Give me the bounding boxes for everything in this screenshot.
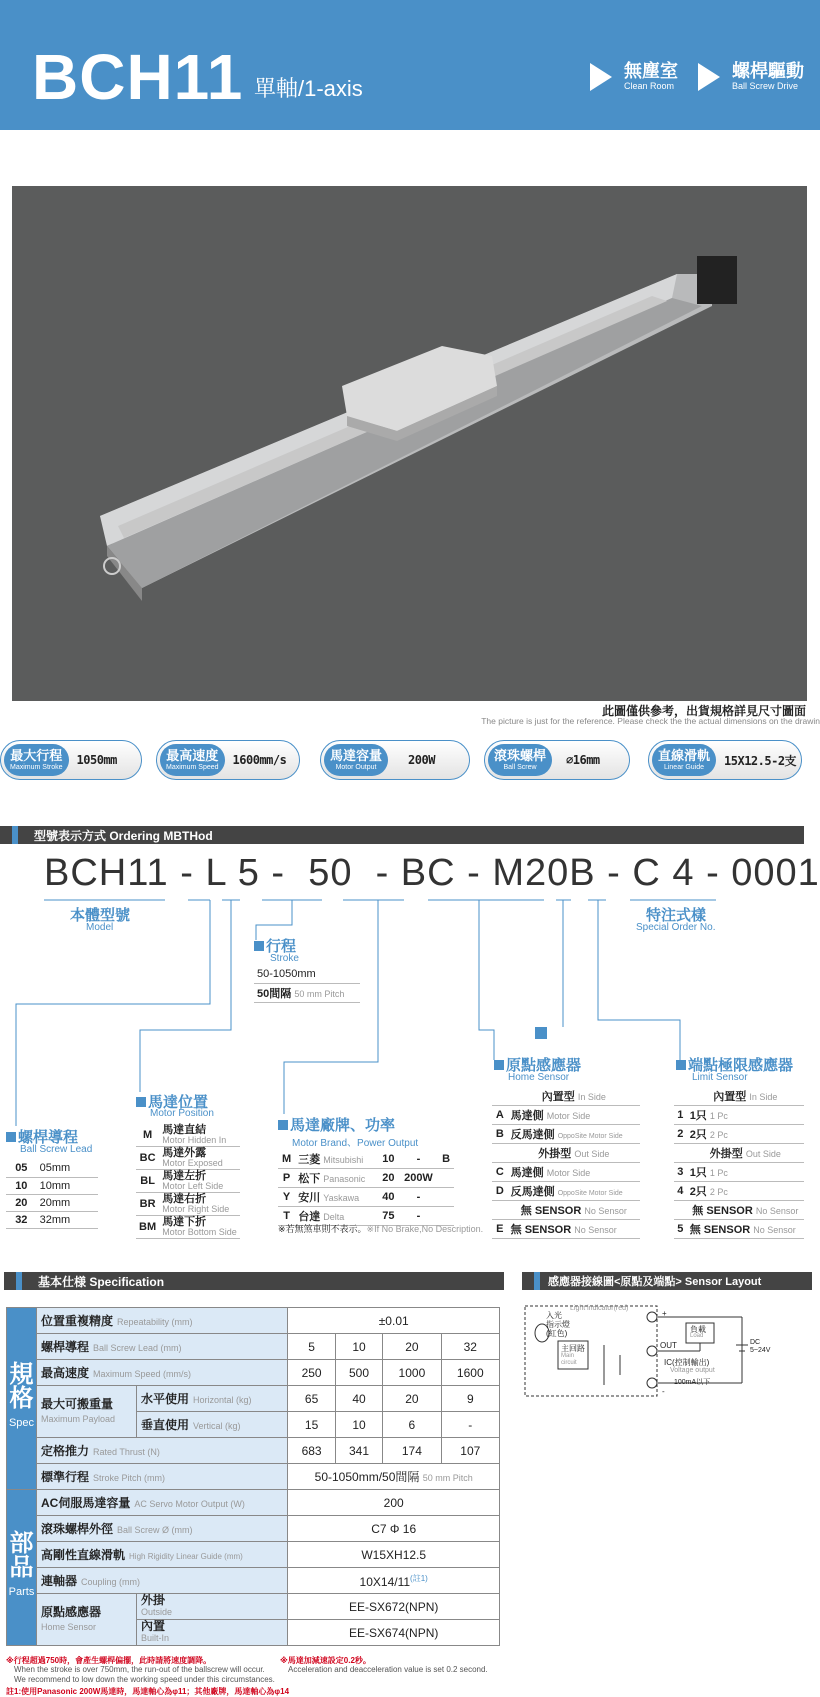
limit-sub: Limit Sensor <box>692 1072 748 1083</box>
footnote-1-en2: We recommend to low down the working speed under this circumstances. <box>14 1675 275 1684</box>
sensor-bar: 感應器接線圖<原點及端點> Sensor Layout <box>522 1272 812 1290</box>
ordering-code: BCH11 - L 5 - 50 - BC - M20B - C 4 - 0001 <box>44 852 820 894</box>
pos-label: 馬達位置 <box>136 1091 208 1112</box>
model-label: 本體型號 <box>70 907 131 924</box>
footnote-2: ※馬達加減速設定0.2秒。 <box>280 1656 371 1665</box>
header-banner <box>0 0 820 130</box>
play-arrow-icon <box>590 63 612 91</box>
model-sub: Model <box>86 922 114 933</box>
stroke-sub: Stroke <box>270 953 299 964</box>
special-label: 特注式樣 <box>646 907 707 924</box>
ball-screw-badge: 螺桿驅動 Ball Screw Drive <box>698 62 804 92</box>
footnote-2-en: Acceleration and deacceleration value is set 0.2 second. <box>288 1665 488 1674</box>
sensor-wiring-diagram: 入光 指示燈 (紅色) Light indicator(red) 主回路 Main circuit 負載 Load OUT DC 5~24V IC(控制輸出) Voltage output 100mA以下 + - <box>524 1305 812 1401</box>
spec-table: 規格 Spec 位置重複精度 Repeatability (mm) ±0.01 螺桿導程 Ball Screw Lead (mm) 5 10 20 32 最高速度 Maximum Speed (mm/s) 250 500 1000 1600 最大可搬重量 Maximum Payload 水平使用 Horizontal (kg) 65 40 20 9 垂直使用 Vertical (kg) 15 10 6 - 定格推力 Rated Thrust (N) 683 341 174 107 標準行程 Stroke Pitch (mm) 50-1050mm/50間隔 50 mm Pitch 部品 Parts AC伺服馬達容量 AC Servo Motor Output (W) 200 滾珠螺桿外徑 Ball Screw Ø (mm) C7 Φ 16 高剛性直線滑軌 High Rigidity Linear Guide (mm) W15XH12.5 連軸器 Coupling (mm) $10X14/11^{(註1)}$ 原點感應器 Home Sensor 外掛 Outside EE-SX672(NPN) 內置 Built-In EE-SX674(NPN) <box>6 1307 500 1646</box>
model-title: BCH11 <box>32 41 244 113</box>
limit-table: 內置型 In Side 1 1只 1 Pc 2 2只 2 Pc 外掛型 Out Side 3 1只 1 Pc 4 2只 2 Pc 無 SENSOR No Sensor 5 無 SENSOR No Sensor <box>674 1087 804 1239</box>
brand-table: M 三菱 Mitsubishi 10 - B P 松下 Panasonic 20 200W Y 安川 Yaskawa 40 - T 台達 Delta 75 - <box>278 1150 454 1226</box>
parts-side-label: 部品 Parts <box>7 1490 37 1646</box>
spec-pill-motor: 馬達容量 Motor Output 200W <box>320 740 470 780</box>
brand-label: 馬達廠牌、功率 <box>278 1114 395 1135</box>
spec-pill-ballscrew: 滾珠螺桿 Ball Screw ⌀16mm <box>484 740 630 780</box>
home-label: 原點感應器 <box>494 1054 581 1075</box>
clean-room-badge: 無塵室 Clean Room <box>590 62 678 92</box>
ordering-bar: 型號表示方式 Ordering MBTHod <box>0 826 804 844</box>
brand-sub: Motor Brand、Power Output <box>292 1138 419 1149</box>
product-photo <box>12 186 807 701</box>
lead-table: 05 05mm 10 10mm 20 20mm 32 32mm <box>6 1160 98 1229</box>
photo-note: 此圖僅供參考，出貨規格詳見尺寸圖面 <box>601 704 806 718</box>
stroke-label: 行程 <box>254 935 296 956</box>
axis-subtitle: 單軸/1-axis <box>254 76 363 101</box>
stroke-table: 50-1050mm 50間隔 50 mm Pitch <box>254 966 360 1003</box>
pos-sub: Motor Position <box>150 1108 214 1119</box>
spec-side-label: 規格 Spec <box>7 1308 37 1490</box>
lead-label: 螺桿導程 <box>6 1126 78 1147</box>
footnote-3: 註1:使用Panasonic 200W馬達時，馬達軸心為φ11；其他廠牌，馬達軸心為φ14 <box>6 1687 290 1696</box>
spec-bar: 基本仕様 Specification <box>4 1272 504 1290</box>
footnote-1: ※行程超過750時，會產生螺桿偏擺，此時請將速度調降。 <box>6 1656 212 1665</box>
home-table: 內置型 In Side A 馬達側 Motor Side B 反馬達側 OppoSite Motor Side 外掛型 Out Side C 馬達側 Motor Side D 反馬達側 OppoSite Motor Side 無 SENSOR No Sensor E 無 SENSOR No Sensor <box>492 1087 640 1239</box>
play-arrow-icon <box>698 63 720 91</box>
special-sub: Special Order No. <box>636 922 716 933</box>
home-sub: Home Sensor <box>508 1072 570 1083</box>
brand-note: ※若無煞車則不表示。※If No Brake,No Description. <box>278 1224 484 1234</box>
linear-actuator-illustration <box>12 186 807 701</box>
photo-note-en: The picture is just for the reference. Please check the the actual dimensions on the drawin <box>481 716 820 726</box>
spec-pill-guide: 直線滑軌 Linear Guide 15X12.5-2支 <box>648 740 802 780</box>
limit-label: 端點極限感應器 <box>676 1054 793 1075</box>
spec-pill-stroke: 最大行程 Maximum Stroke 1050mm <box>0 740 142 780</box>
footnote-1-en: When the stroke is over 750mm, the run-out of the ballscrew will occur. <box>14 1665 265 1674</box>
pos-table: M 馬達直結 Motor Hidden In BC 馬達外露 Motor Exposed BL 馬達左折 Motor Left Side BR 馬達右折 Motor Right Side BM 馬達下折 Motor Bottom Side <box>136 1124 240 1239</box>
lead-sub: Ball Screw Lead <box>20 1144 93 1155</box>
spec-pill-speed: 最高速度 Maximum Speed 1600mm/s <box>156 740 300 780</box>
